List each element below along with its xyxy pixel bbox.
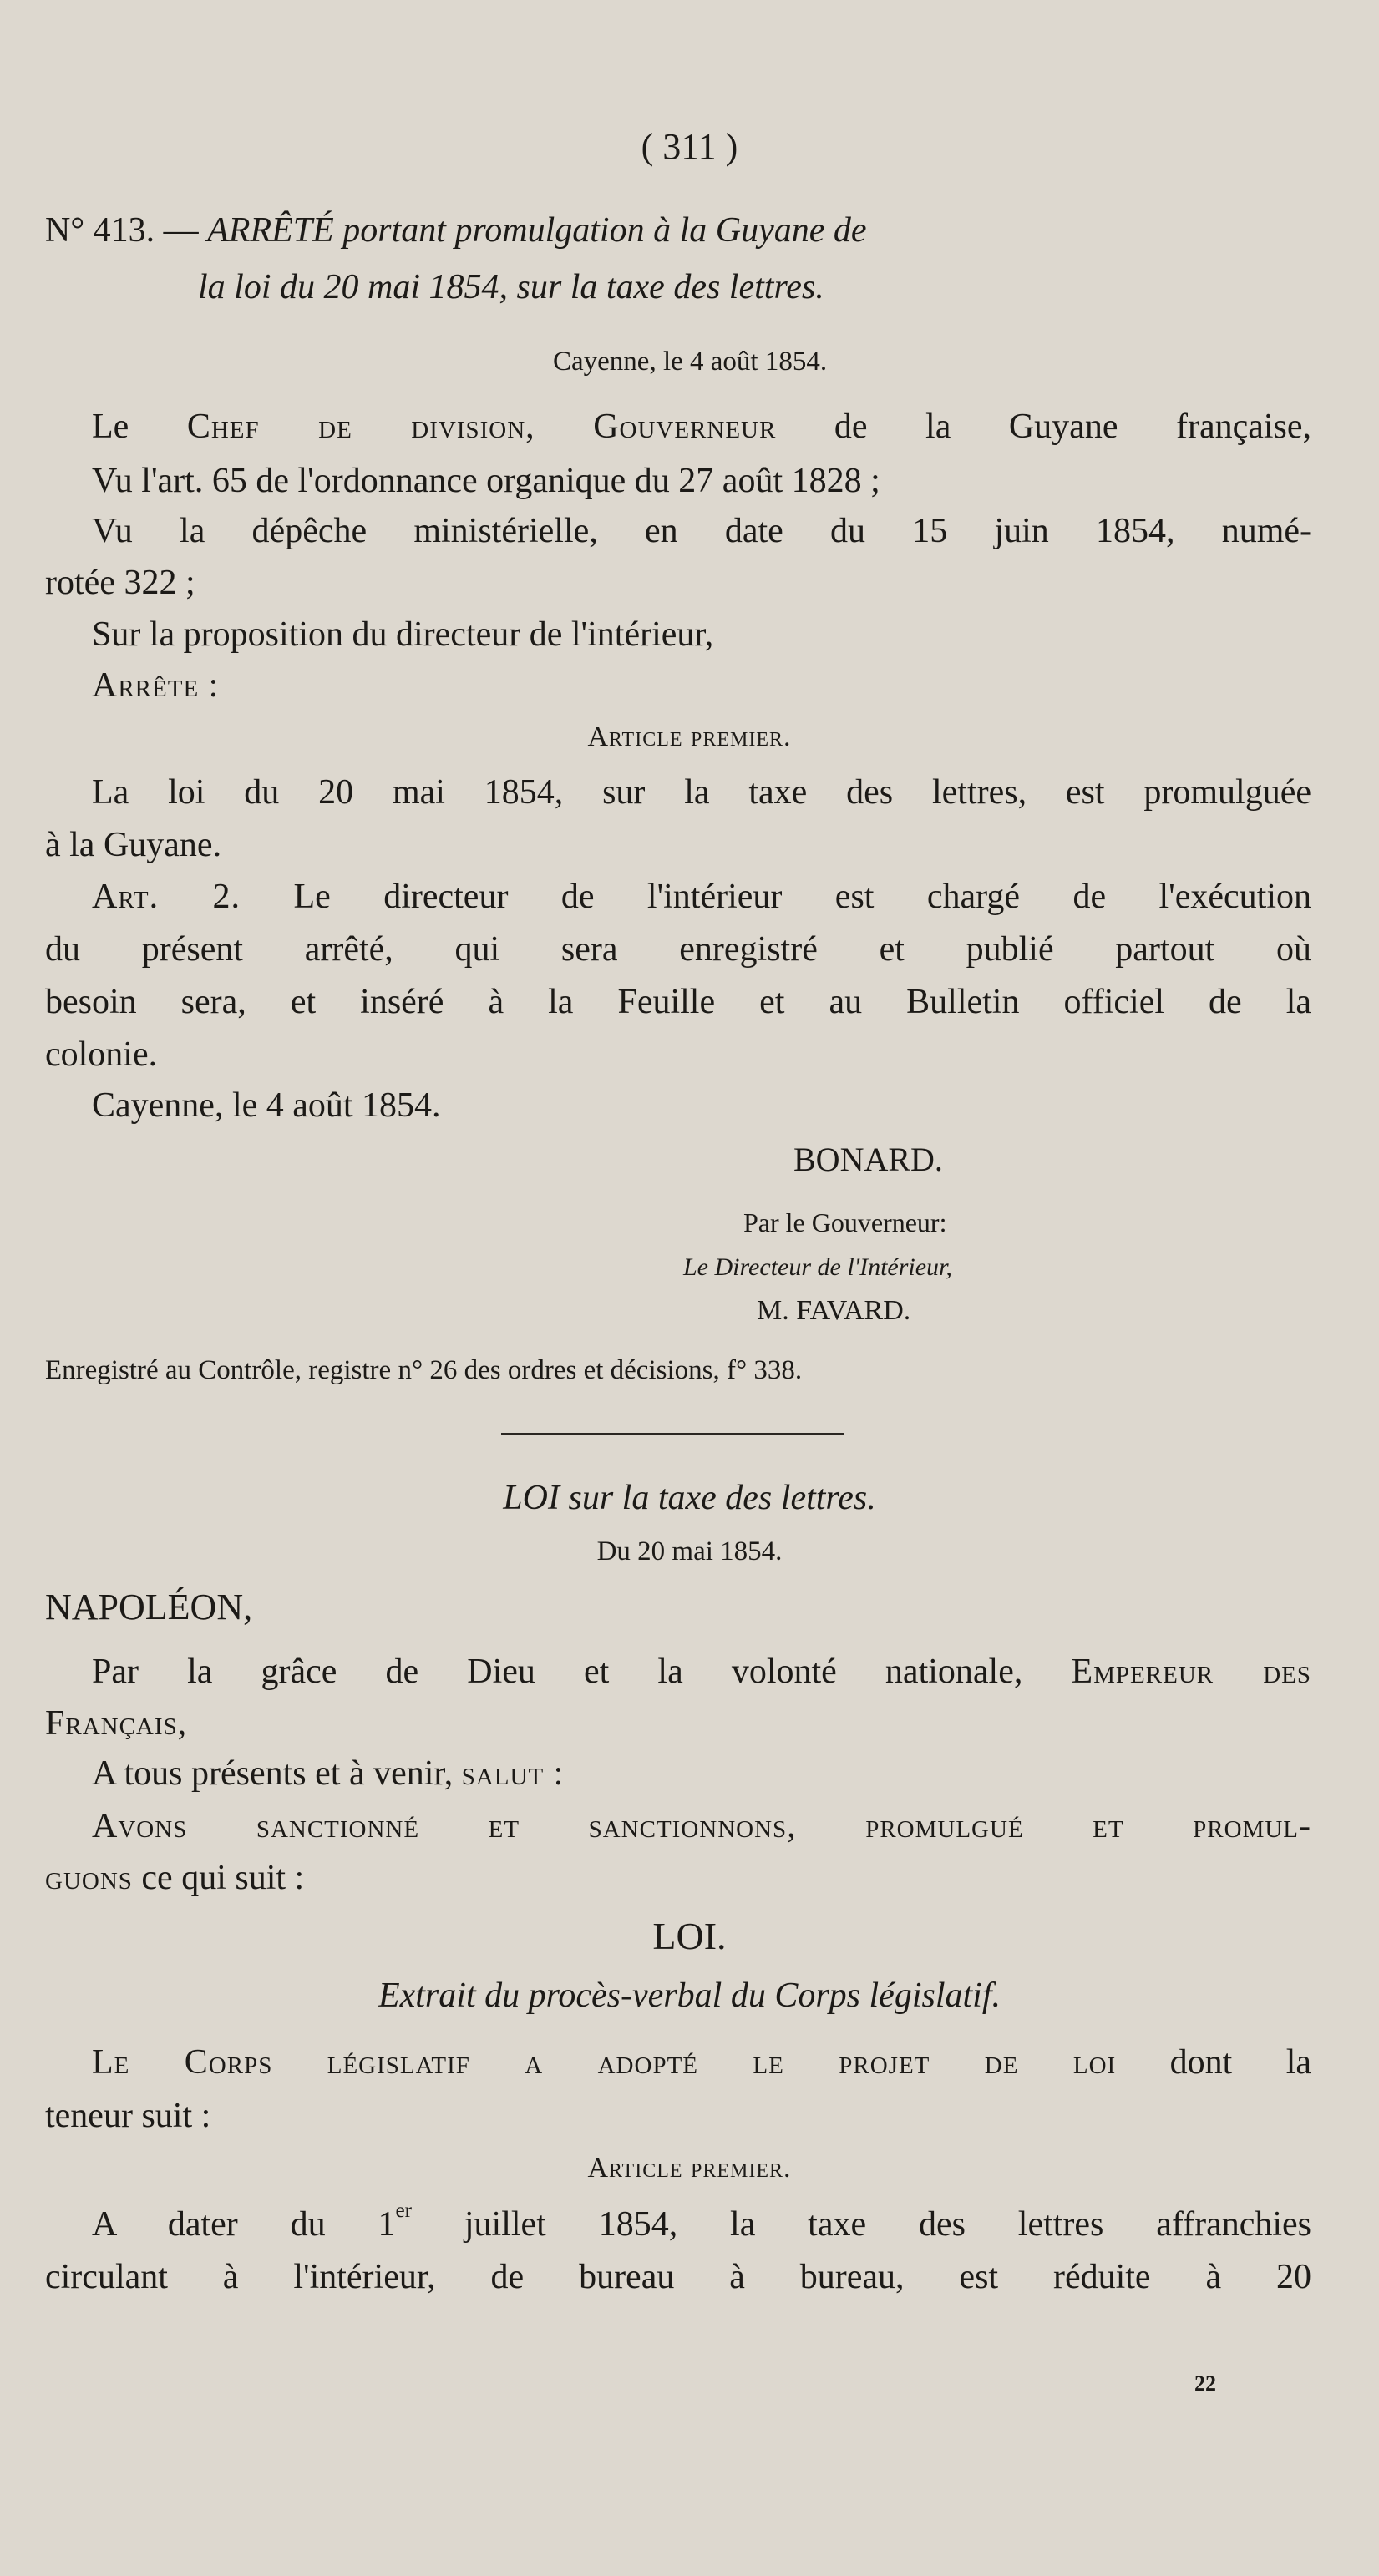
arrete-vu-2: Vu la dépêche ministérielle, en date du 15 juin 1854, numé-: [92, 512, 1311, 550]
section-divider: [501, 1433, 844, 1435]
signature-mark: 22: [1194, 2371, 1216, 2396]
arrete-art2-line2: du présent arrêté, qui sera enregistré et publié partout où: [45, 930, 1311, 969]
loi-avons-line1: Avons sanctionné et sanctionnons, promulgué et promul-: [92, 1807, 1311, 1845]
arrete-title-part1: ARRÊTÉ portant promulgation à la Guyane de: [207, 211, 867, 250]
loi-presents: A tous présents et à venir, salut :: [92, 1754, 565, 1793]
par-le-gouverneur: Par le Gouverneur:: [743, 1207, 947, 1237]
arrete-word: Arrête :: [92, 666, 220, 705]
loi-dater-line1: A dater du 1er juillet 1854, la taxe des lettres affranchies: [92, 2199, 1312, 2244]
loi-date: Du 20 mai 1854.: [596, 1536, 783, 1566]
arrete-number: N° 413. —: [45, 211, 199, 250]
loi-avons-line2: guons ce qui suit :: [45, 1859, 305, 1897]
arrete-vu-1: Vu l'art. 65 de l'ordonnance organique du 27 août 1828 ;: [92, 462, 880, 500]
arrete-art2-line3: besoin sera, et inséré à la Feuille et au Bulletin officiel de la: [45, 983, 1311, 1021]
loi-heading: LOI.: [652, 1915, 727, 1957]
loi-dater-line2: circulant à l'intérieur, de bureau à bureau, est réduite à 20: [45, 2258, 1311, 2296]
loi-grace-line2: Français,: [45, 1704, 188, 1743]
loi-napoleon: NAPOLÉON,: [45, 1587, 253, 1627]
arrete-art2-line1: Art. 2. Le directeur de l'intérieur est chargé de l'exécution: [92, 878, 1311, 916]
page-number: ( 311 ): [641, 126, 738, 167]
arrete-art2-line4: colonie.: [45, 1035, 158, 1074]
arrete-vu-2-cont: rotée 322 ;: [45, 564, 195, 602]
arrete-sur-proposition: Sur la proposition du directeur de l'intérieur,: [92, 615, 714, 654]
loi-corps-line2: teneur suit :: [45, 2097, 211, 2135]
arrete-title-part2: la loi du 20 mai 1854, sur la taxe des lettres.: [198, 268, 824, 306]
arrete-intro: Le Chef de division, Gouverneur de la Guyane française,: [92, 407, 1312, 446]
arrete-closing-date: Cayenne, le 4 août 1854.: [92, 1086, 441, 1125]
arrete-signature: BONARD.: [793, 1141, 943, 1178]
directeur-name: M. FAVARD.: [757, 1295, 911, 1326]
enregistre-note: Enregistré au Contrôle, registre n° 26 des ordres et décisions, f° 338.: [45, 1355, 803, 1385]
loi-article-premier-heading: Article premier.: [587, 2153, 792, 2184]
loi-grace-line1: Par la grâce de Dieu et la volonté nationale, Empereur des: [92, 1652, 1312, 1691]
arrete-heading: [45, 210, 867, 251]
loi-extrait: Extrait du procès-verbal du Corps législatif.: [378, 1976, 1001, 2015]
arrete-art1-line2: à la Guyane.: [45, 826, 222, 864]
directeur-title: Le Directeur de l'Intérieur,: [683, 1253, 952, 1281]
loi-corps-line1: Le Corps législatif a adopté le projet de loi dont la: [92, 2043, 1312, 2082]
arrete-art1-line1: La loi du 20 mai 1854, sur la taxe des lettres, est promulguée: [92, 773, 1311, 812]
arrete-place-date: Cayenne, le 4 août 1854.: [553, 347, 828, 377]
loi-title: LOI sur la taxe des lettres.: [503, 1479, 876, 1517]
arrete-article-premier-heading: Article premier.: [587, 721, 792, 752]
